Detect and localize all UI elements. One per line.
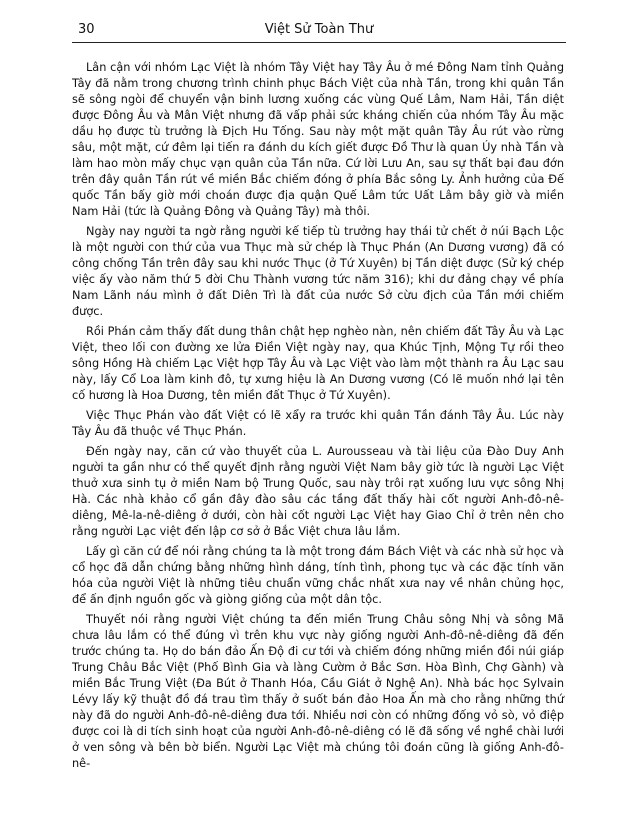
paragraph: Lân cận với nhóm Lạc Việt là nhóm Tây Việt hay Tây Âu ở mé Đông Nam tỉnh Quảng Tây đã nằm trong chương trình chinh phục Bách Việt của nhà Tần, trong khi quân Tần sẽ sông ngòi để chuyển vận binh lương xuống các vùng Quế Lâm, Nam Hải, Tần diệt được Đông Âu và Mân Việt nhưng đã vấp phải sức kháng chiến của nhóm Tây Âu mặc dầu họ được tù trưởng là Địch Hu Tống. Sau này một mặt quân Tây Âu rút vào rừng sâu, một mặt, cứ đêm lại tiến ra đánh du kích giết được Đồ Thư là quan Úy nhà Tần và làm hao mòn mấy chục vạn quân của Tần nữa. Cứ lời Lưu An, sau sự thất bại đau đớn trên đây quân Tần rút về miền Bắc chiếm đóng ở phía Bắc sông Ly. Ảnh hưởng của Đế quốc Tần bấy giờ mới choán được địa quận Quế Lâm tức Uất Lâm bây giờ và miền Nam Hải (tức là Quảng Đông và Quảng Tây) mà thôi. — [72, 61, 564, 218]
paragraph: Việc Thục Phán vào đất Việt có lẽ xẩy ra trước khi quân Tần đánh Tây Âu. Lúc này Tây Âu đã thuộc về Thục Phán. — [72, 409, 564, 438]
paragraph: Ngày nay người ta ngờ rằng người kế tiếp tù trưởng hay thái tử chết ở núi Bạch Lộc là một người con thứ của vua Thục mà sử chép là Thục Phán (An Dương vương) đã có công chống Tần trên đây sau khi nước Thục (ở Tứ Xuyên) bị Tần diệt được (Sử ký chép việc ấy vào năm thứ 5 đời Chu Thành vương tức năm 316); khi dư đảng chạy về phía Nam Lãnh náu mình ở đất Diên Trì là đất của nước Sở cừu địch của Tần mới chiếm được. — [72, 225, 564, 318]
page-number: 30 — [78, 22, 95, 37]
paragraph: Lấy gì căn cứ để nói rằng chúng ta là một trong đám Bách Việt và các nhà sử học và cổ học đã dẫn chứng bằng những hình dáng, tính tình, phong tục và các đặc tính văn hóa của người Việt là những tiêu chuẩn vững chắc nhất xưa nay về nhân chủng học, để ấn định nguồn gốc và giòng giống của một dân tộc. — [72, 545, 564, 606]
paragraph: Đến ngày nay, căn cứ vào thuyết của L. Aurousseau và tài liệu của Đào Duy Anh người ta gần như có thể quyết định rằng người Việt Nam bây giờ tức là người Lạc Việt thuở xưa sinh tụ ở miền Nam bộ Trung Quốc, sau này trôi rạt xuống lưu vực sông Nhị Hà. Các nhà khảo cổ gần đây đào sâu các tầng đất thấy hài cốt người Anh-đô-nê-diêng, Mê-la-nê-diêng ở dưới, còn hài cốt người Lạc Việt hay Giao Chỉ ở trên nên cho rằng người Lạc việt đến lập cơ sở ở Bắc Việt chưa lâu lắm. — [72, 445, 564, 538]
paragraph: Rồi Phán cảm thấy đất dung thân chật hẹp nghèo nàn, nên chiếm đất Tây Âu và Lạc Việt, theo lối con đường xe lửa Điền Việt ngày nay, qua Khúc Tịnh, Mộng Tự rồi theo sông Hồng Hà chiếm Lạc Việt hợp Tây Âu và Lạc Việt vào làm một thành ra Âu Lạc sau này, lấy Cổ Loa làm kinh đô, tự xưng hiệu là An Dương vương (Có lẽ muốn nhớ lại tên cố hương là Hoa Dương, tên miền đất Thục ở Tứ Xuyên). — [72, 325, 564, 402]
body-text — [72, 60, 564, 776]
page-header — [72, 20, 566, 43]
paragraph: Thuyết nói rằng người Việt chúng ta đến miền Trung Châu sông Nhị và sông Mã chưa lâu lắm có thể đúng vì trên khu vực này giống người Anh-đô-nê-diêng đã đến trước chúng ta. Họ do bán đảo Ấn Độ đi cư tới và chiếm đóng những miền đồi núi giáp Trung Châu Bắc Việt (Phố Bình Gia và làng Cườm ở Bắc Sơn. Hòa Bình, Chợ Gành) và miền Bắc Trung Việt (Đa Bút ở Thanh Hóa, Cầu Giát ở Nghệ An). Nhà bác học Sylvain Lévy lấy kỹ thuật đồ đá trau tìm thấy ở suốt bán đảo Hoa Ấn mà cho rằng những thứ này đã do người Anh-đô-nê-diêng đưa tới. Nhiều nơi còn có những đống vỏ sò, vỏ điệp được coi là di tích sinh hoạt của người Anh-đô-nê-diêng có lẽ đã sống về nghề chài lưới ở ven sông và bên bờ biển. Người Lạc Việt mà chúng tôi đoán cũng là giống Anh-đô-nê- — [72, 613, 564, 770]
running-title: Việt Sử Toàn Thư — [264, 22, 374, 37]
